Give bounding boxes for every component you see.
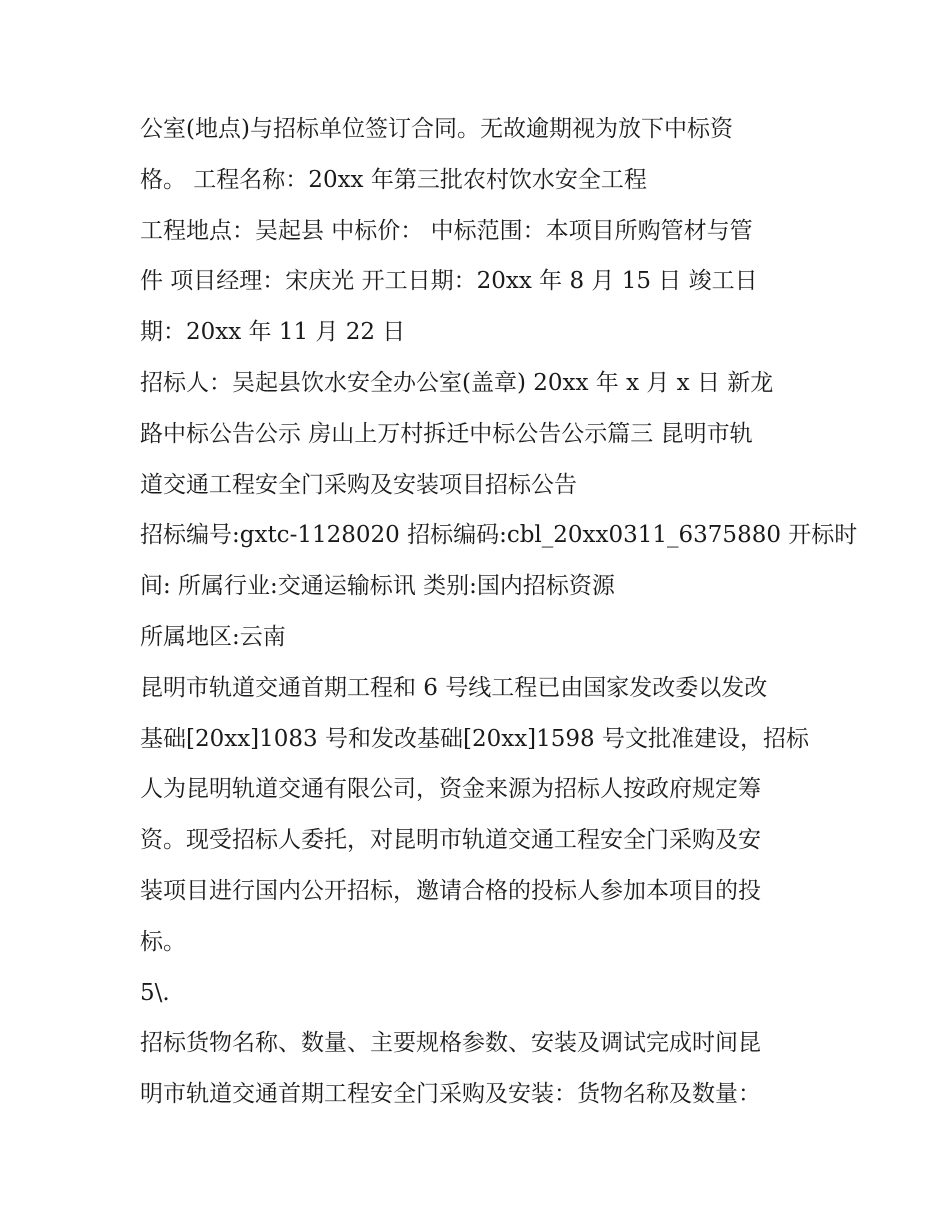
text-line: 资。现受招标人委托，对昆明市轨道交通工程安全门采购及安 — [140, 827, 761, 854]
text-line: 招标人：吴起县饮水安全办公室(盖章) 20xx 年 x 月 x 日 新龙 — [140, 369, 774, 396]
text-line: 昆明市轨道交通首期工程和 6 号线工程已由国家发改委以发改 — [140, 674, 768, 701]
text-line: 格。 工程名称：20xx 年第三批农村饮水安全工程 — [140, 166, 647, 193]
text-line: 招标货物名称、数量、主要规格参数、安装及调试完成时间昆 — [140, 1030, 761, 1057]
text-line: 装项目进行国内公开招标，邀请合格的投标人参加本项目的投 — [140, 877, 761, 904]
text-line: 道交通工程安全门采购及安装项目招标公告 — [140, 471, 577, 498]
text-line: 间: 所属行业:交通运输标讯 类别:国内招标资源 — [140, 573, 615, 600]
text-line: 5\. — [140, 979, 170, 1006]
document-body — [140, 104, 858, 1120]
text-line: 公室(地点)与招标单位签订合同。无故逾期视为放下中标资 — [140, 116, 733, 142]
text-line: 基础[20xx]1083 号和发改基础[20xx]1598 号文批准建设，招标 — [140, 725, 809, 752]
text-line: 件 项目经理：宋庆光 开工日期：20xx 年 8 月 15 日 竣工日 — [140, 268, 758, 295]
text-line: 明市轨道交通首期工程安全门采购及安装：货物名称及数量： — [140, 1081, 761, 1108]
text-line: 路中标公告公示 房山上万村拆迁中标公告公示篇三 昆明市轨 — [140, 420, 753, 447]
text-line: 所属地区:云南 — [140, 623, 286, 650]
text-line: 工程地点：吴起县 中标价： 中标范围：本项目所购管材与管 — [140, 217, 753, 244]
text-line: 标。 — [140, 928, 186, 955]
text-line: 人为昆明轨道交通有限公司，资金来源为招标人按政府规定筹 — [140, 776, 761, 803]
text-line: 招标编号:gxtc-1128020 招标编码:cbl_20xx0311_6375880 开标时 — [140, 522, 858, 549]
text-line: 期：20xx 年 11 月 22 日 — [140, 319, 406, 346]
